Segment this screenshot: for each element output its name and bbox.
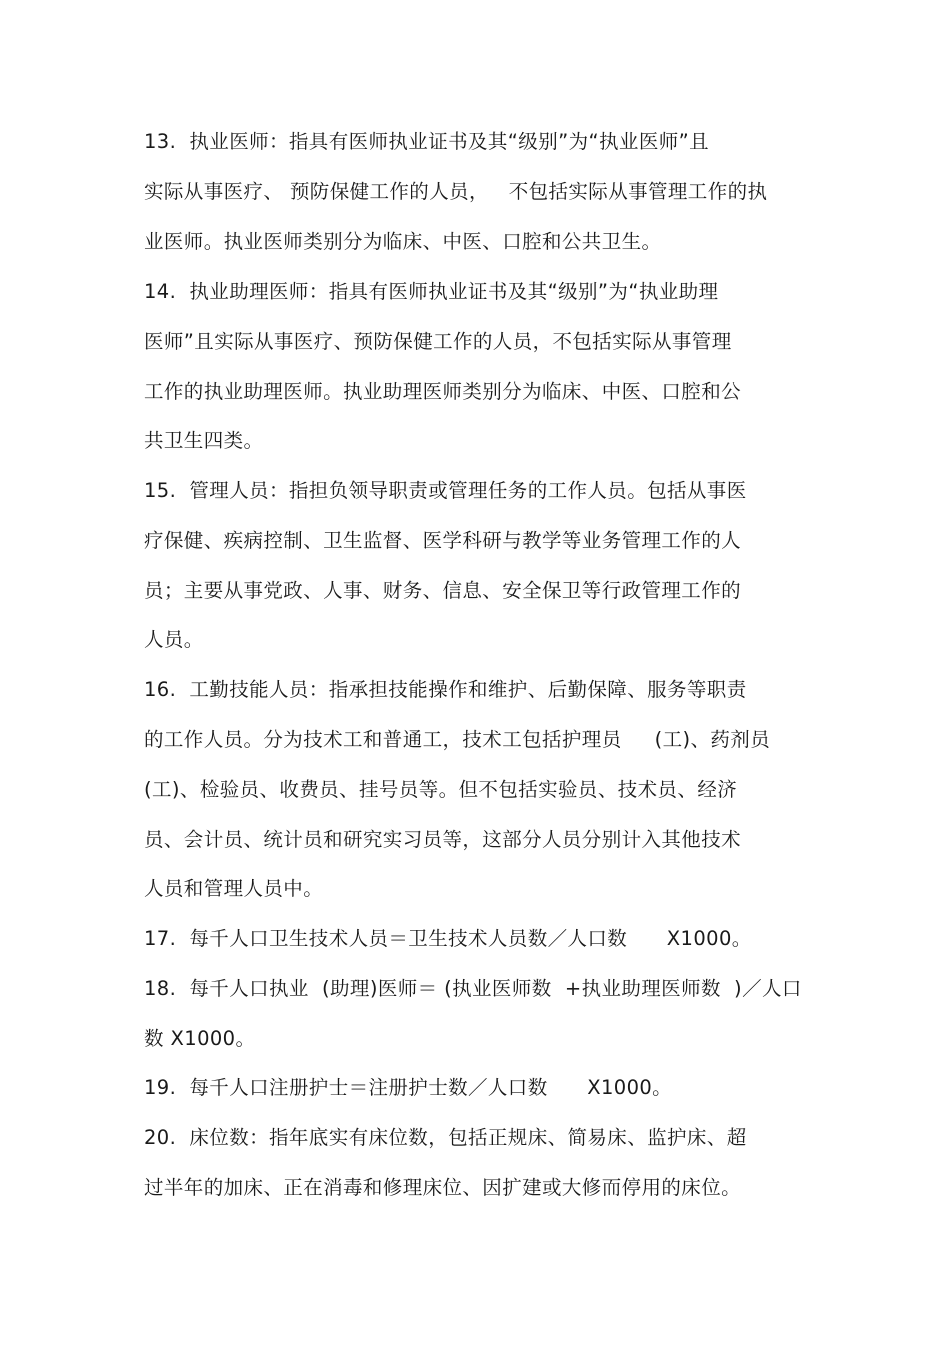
text-line: 共卫生四类。	[144, 429, 264, 452]
text-line: 数 X1000。	[144, 1027, 256, 1050]
text-line: 18. 每千人口执业 (助理)医师＝ (执业医师数 +执业助理医师数 )／人口	[144, 977, 802, 1000]
text-line: 16. 工勤技能人员：指承担技能操作和维护、后勤保障、服务等职责	[144, 678, 747, 701]
text-line: (工)、检验员、收费员、挂号员等。但不包括实验员、技术员、经济	[144, 778, 738, 801]
text-line: 14. 执业助理医师：指具有医师执业证书及其“级别”为“执业助理	[144, 280, 719, 303]
text-line: 20. 床位数：指年底实有床位数，包括正规床、简易床、监护床、超	[144, 1126, 747, 1149]
text-line: 人员。	[144, 628, 204, 651]
text-line: 员、会计员、统计员和研究实习员等，这部分人员分别计入其他技术	[144, 828, 742, 851]
text-line: 疗保健、疾病控制、卫生监督、医学科研与教学等业务管理工作的人	[144, 529, 742, 552]
text-line: 过半年的加床、正在消毒和修理床位、因扩建或大修而停用的床位。	[144, 1176, 742, 1199]
text-line: 17. 每千人口卫生技术人员＝卫生技术人员数／人口数 X1000。	[144, 927, 752, 950]
text-line: 13. 执业医师：指具有医师执业证书及其“级别”为“执业医师”且	[144, 130, 710, 153]
text-line: 人员和管理人员中。	[144, 877, 324, 900]
text-line: 15. 管理人员：指担负领导职责或管理任务的工作人员。包括从事医	[144, 479, 747, 502]
text-line: 业医师。执业医师类别分为临床、中医、口腔和公共卫生。	[144, 230, 662, 253]
text-line: 医师”且实际从事医疗、预防保健工作的人员，不包括实际从事管理	[144, 330, 732, 353]
text-line: 工作的执业助理医师。执业助理医师类别分为临床、中医、口腔和公	[144, 380, 742, 403]
text-line: 实际从事医疗、 预防保健工作的人员， 不包括实际从事管理工作的执	[144, 180, 768, 203]
text-line: 19. 每千人口注册护士＝注册护士数／人口数 X1000。	[144, 1076, 673, 1099]
text-line: 员；主要从事党政、人事、财务、信息、安全保卫等行政管理工作的	[144, 579, 742, 602]
text-line: 的工作人员。分为技术工和普通工，技术工包括护理员 (工)、药剂员	[144, 728, 771, 751]
